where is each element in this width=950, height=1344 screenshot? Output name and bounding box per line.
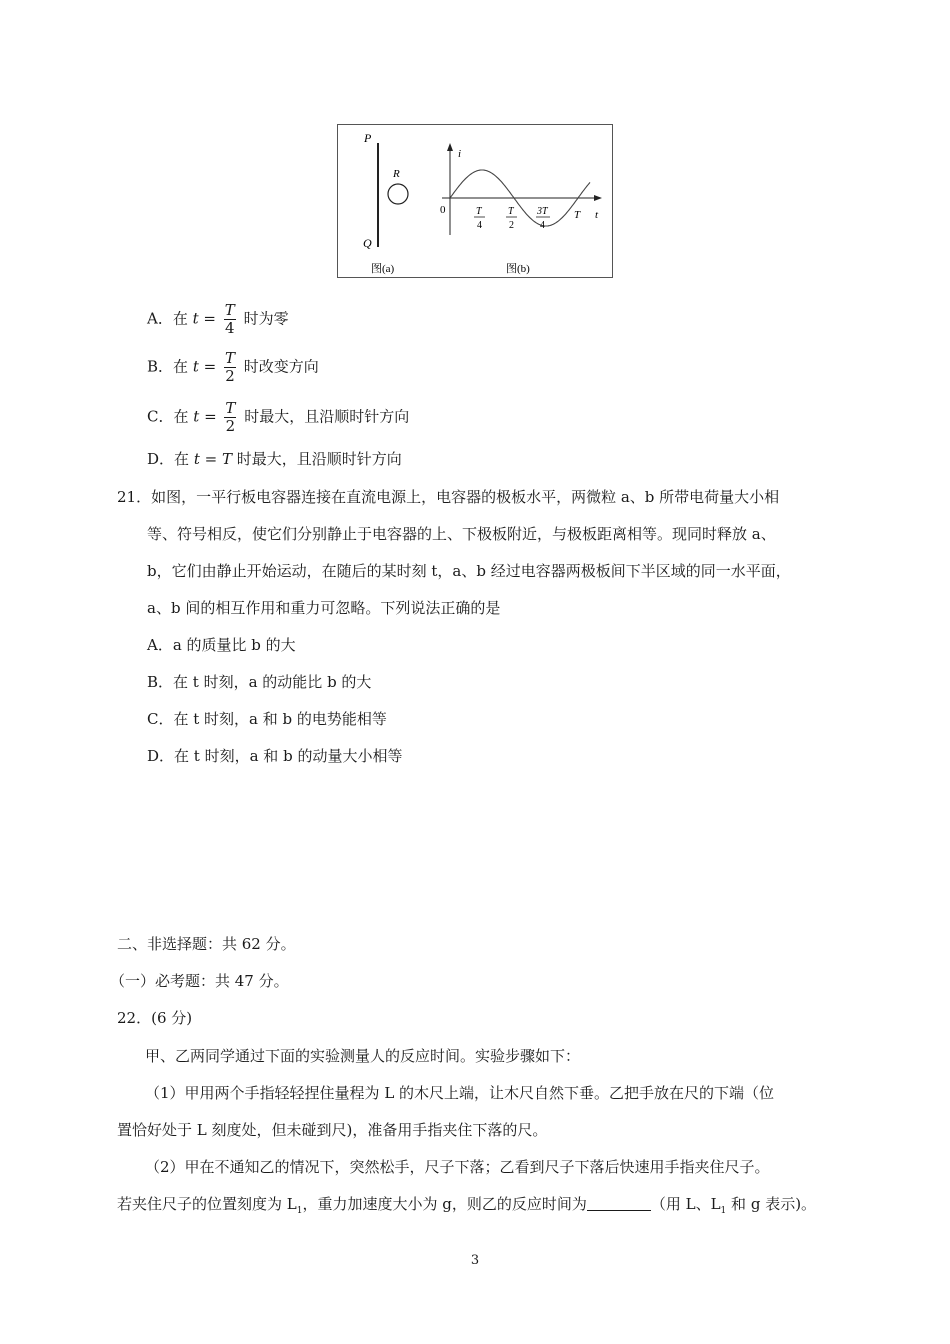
option-text: 时最大，且沿顺时针方向 — [244, 407, 410, 426]
text-a: 若夹住尺子的位置刻度为 L — [117, 1195, 297, 1213]
q21-line-4: a、b 间的相互作用和重力可忽略。下列说法正确的是 — [147, 599, 501, 617]
q21-line-1: 21．如图，一平行板电容器连接在直流电源上，电容器的极板水平，两微粒 a、b 所带电荷量大小相 — [117, 488, 780, 506]
q22-step2-line1: （2）甲在不通知乙的情况下，突然松手，尺子下落；乙看到尺子下落后快速用手指夹住尺子。 — [145, 1158, 770, 1176]
tick-t4-den: 4 — [477, 220, 482, 231]
section-heading: 二、非选择题：共 62 分。 — [117, 935, 296, 953]
q22-step2-line2 — [117, 1194, 816, 1221]
option-text: 时为零 — [243, 309, 289, 328]
option-prefix: D．在 — [147, 450, 190, 468]
tick-t2-num: T — [508, 206, 514, 217]
q22-step1-line2: 置恰好处于 L 刻度处，但未碰到尺)，准备用手指夹住下落的尺。 — [117, 1121, 548, 1139]
q22-intro: 甲、乙两同学通过下面的实验测量人的反应时间。实验步骤如下： — [145, 1047, 581, 1065]
caption-a: 图(a) — [371, 263, 395, 275]
q21-option-a: A．a 的质量比 b 的大 — [147, 636, 296, 654]
fraction — [224, 302, 236, 337]
label-t: t — [595, 209, 599, 221]
fraction-num: T — [224, 349, 235, 367]
fraction-den: 2 — [225, 417, 236, 435]
t-axis-arrow — [594, 195, 602, 201]
figure-panel — [337, 124, 613, 278]
text-d: 和 g 表示)。 — [726, 1195, 817, 1213]
fraction-den: 4 — [225, 319, 235, 337]
q22-heading: 22．(6 分) — [117, 1009, 193, 1027]
tick-3t4-den: 4 — [540, 220, 545, 231]
equals: = — [199, 407, 217, 426]
option-text: 时改变方向 — [243, 357, 319, 376]
q20-option-d — [147, 449, 402, 469]
label-origin: 0 — [440, 204, 446, 216]
equals: = — [198, 309, 216, 328]
option-prefix: B．在 — [147, 357, 189, 376]
var-t: t — [192, 357, 199, 376]
page-number: 3 — [470, 1253, 480, 1268]
label-i: i — [458, 148, 462, 160]
text-c: （用 L、L — [650, 1195, 721, 1213]
var-t: t — [192, 309, 199, 328]
label-q: Q — [363, 236, 372, 250]
var-T: T — [221, 450, 232, 468]
option-prefix: C．在 — [147, 407, 189, 426]
answer-blank[interactable] — [587, 1196, 651, 1211]
equals: = — [199, 450, 222, 468]
text-b: ，重力加速度大小为 g，则乙的反应时间为 — [302, 1195, 587, 1213]
tick-t4-num: T — [476, 206, 482, 217]
fraction — [224, 350, 236, 385]
tick-t2-den: 2 — [509, 220, 514, 231]
q20-option-a — [147, 302, 289, 337]
option-text: 时最大，且沿顺时针方向 — [236, 450, 402, 468]
i-axis-arrow — [447, 143, 453, 151]
q21-line-2: 等、符号相反，使它们分别静止于电容器的上、下极板附近，与极板距离相等。现同时释放 a、 — [147, 525, 776, 543]
option-prefix: A．在 — [147, 309, 188, 328]
label-p: P — [364, 131, 372, 145]
q21-option-c: C．在 t 时刻，a 和 b 的电势能相等 — [147, 710, 387, 728]
tick-t: T — [574, 209, 581, 221]
label-r: R — [393, 168, 400, 180]
subscript-1b: 1 — [720, 1206, 727, 1216]
var-t: t — [193, 407, 200, 426]
q20-option-c — [147, 400, 409, 435]
q21-option-b: B．在 t 时刻，a 的动能比 b 的大 — [147, 673, 372, 691]
var-t: t — [193, 450, 200, 468]
ring-r — [388, 184, 408, 204]
q22-step1-line1: （1）甲用两个手指轻轻捏住量程为 L 的木尺上端，让木尺自然下垂。乙把手放在尺的下端（位 — [145, 1084, 775, 1102]
subscript-1: 1 — [296, 1206, 303, 1216]
section-subheading: （一）必考题：共 47 分。 — [110, 972, 289, 990]
fraction-num: T — [225, 399, 236, 417]
equals: = — [198, 357, 217, 376]
tick-3t4-num: 3T — [537, 206, 548, 217]
q21-line-3: b，它们由静止开始运动，在随后的某时刻 t，a、b 经过电容器两极板间下半区域的同一水平面， — [147, 562, 791, 580]
q21-option-d: D．在 t 时刻，a 和 b 的动量大小相等 — [147, 747, 403, 765]
figure-svg — [338, 125, 614, 279]
fraction — [224, 400, 236, 435]
fraction-num: T — [224, 301, 235, 319]
fraction-den: 2 — [225, 367, 235, 385]
q20-option-b — [147, 350, 319, 385]
caption-b: 图(b) — [506, 263, 530, 275]
